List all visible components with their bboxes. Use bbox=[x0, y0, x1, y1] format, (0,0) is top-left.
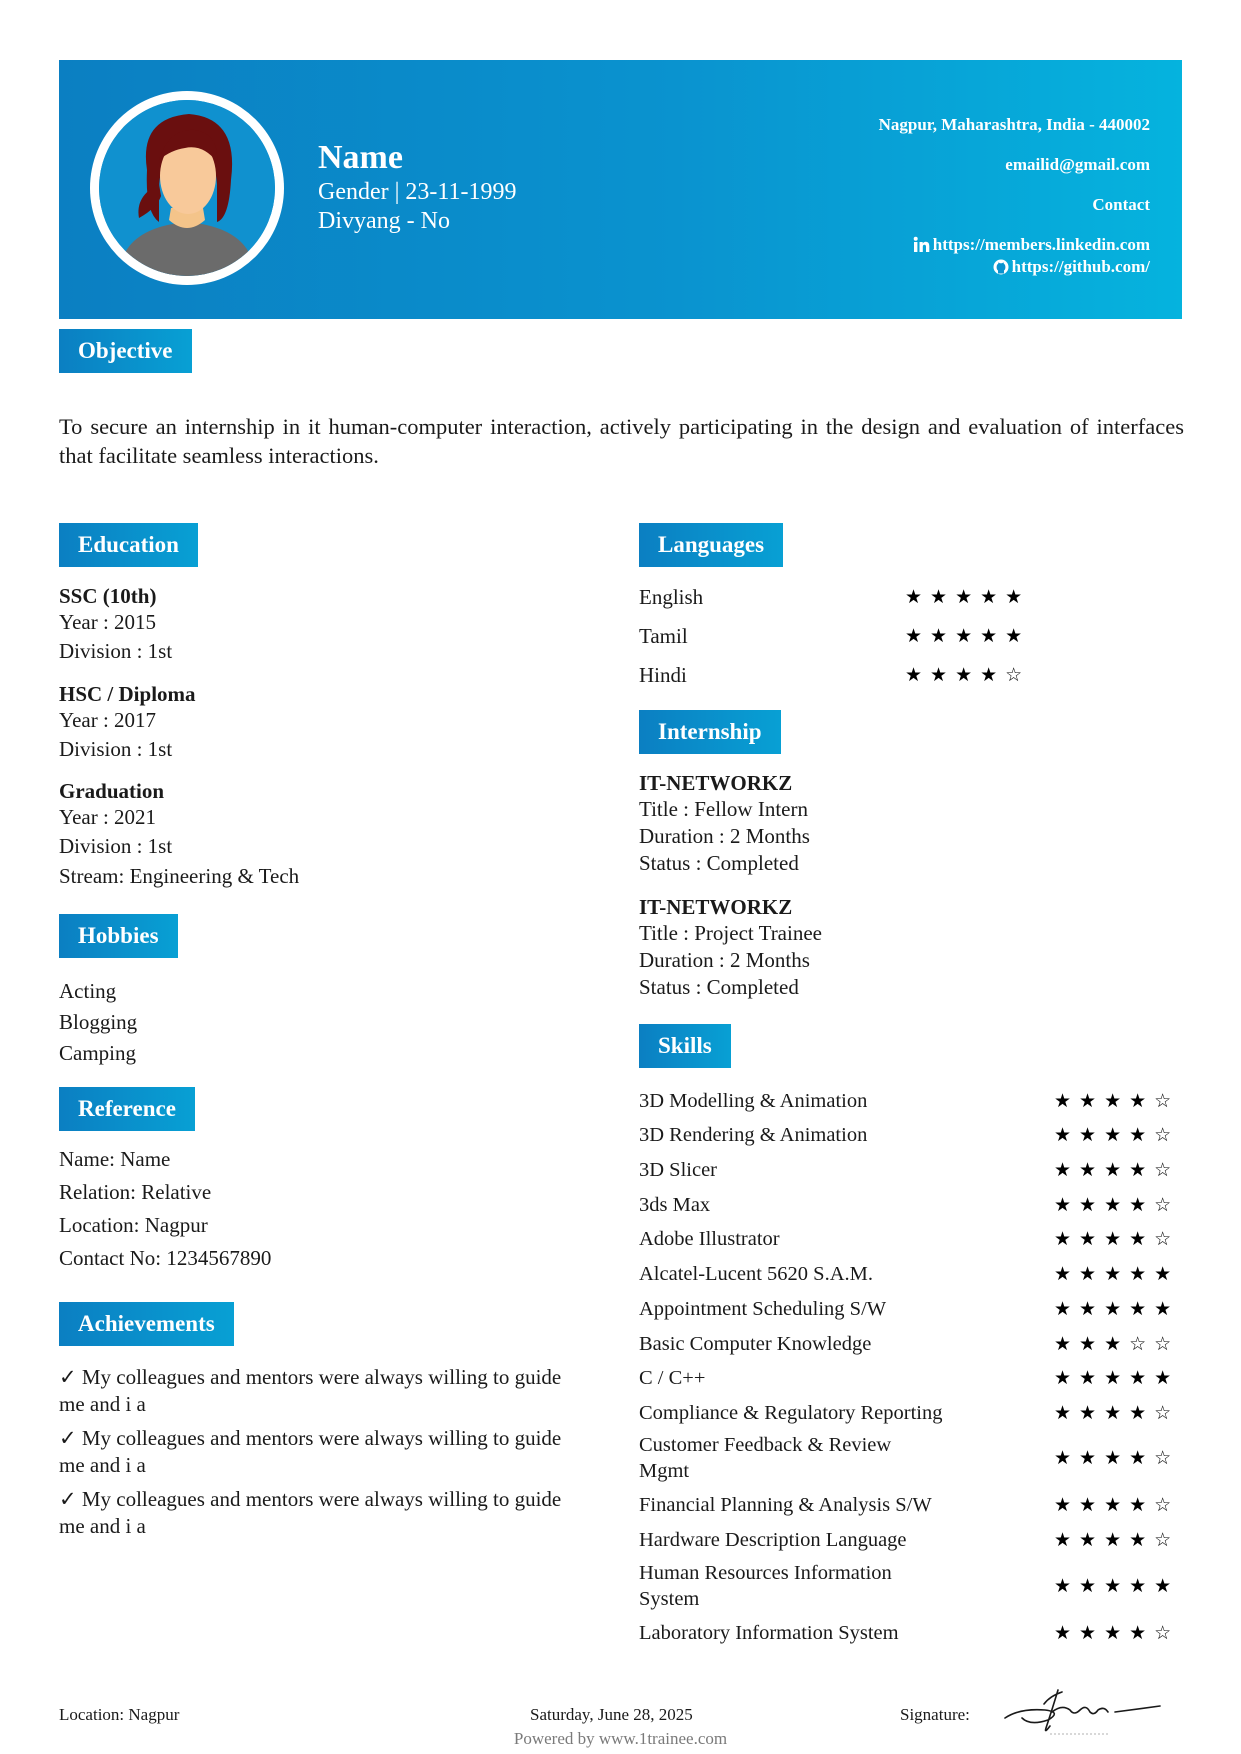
linkedin-url: https://members.linkedin.com bbox=[932, 235, 1150, 254]
skill-name: Laboratory Information System bbox=[639, 1622, 899, 1644]
skill-row bbox=[639, 1260, 1179, 1288]
linkedin-link[interactable] bbox=[879, 234, 1150, 256]
star-rating: ★★★★★ bbox=[905, 625, 1031, 647]
skill-row bbox=[639, 1225, 1179, 1253]
language-row bbox=[639, 579, 1139, 615]
reference-relation: Relation: Relative bbox=[59, 1180, 212, 1204]
skill-row bbox=[639, 1431, 1179, 1485]
education-degree: SSC (10th) bbox=[59, 584, 157, 608]
skill-row bbox=[639, 1330, 1179, 1358]
skill-name: Appointment Scheduling S/W bbox=[639, 1298, 887, 1320]
internship-status: Status : Completed bbox=[639, 851, 799, 875]
reference-contact: Contact No: 1234567890 bbox=[59, 1246, 272, 1270]
powered-by: Powered by www.1trainee.com bbox=[513, 1729, 728, 1748]
profile-photo bbox=[90, 91, 284, 285]
star-rating: ★★★★☆ bbox=[1054, 1402, 1180, 1424]
skill-name: 3D Rendering & Animation bbox=[639, 1124, 868, 1146]
star-rating: ★★★★☆ bbox=[1054, 1494, 1180, 1516]
education-division: Division : 1st bbox=[59, 639, 173, 663]
skill-name: 3D Slicer bbox=[639, 1159, 717, 1181]
education-stream: Stream: Engineering & Tech bbox=[59, 864, 300, 888]
skill-name: 3D Modelling & Animation bbox=[639, 1090, 868, 1112]
github-link[interactable] bbox=[879, 256, 1150, 278]
achievement-item: ✓ My colleagues and mentors were always willing to guide me and i a bbox=[59, 1487, 562, 1538]
language-name: Hindi bbox=[639, 662, 687, 687]
internship-company: IT-NETWORKZ bbox=[639, 895, 793, 919]
skill-name: Customer Feedback & Review Mgmt bbox=[639, 1434, 892, 1482]
skill-name: Compliance & Regulatory Reporting bbox=[639, 1402, 943, 1424]
divyang-status: Divyang - No bbox=[318, 208, 450, 234]
star-rating: ★★★★★ bbox=[1054, 1298, 1180, 1320]
list-item: Camping bbox=[59, 1041, 136, 1065]
internship-duration: Duration : 2 Months bbox=[639, 948, 810, 972]
contact-number: Contact bbox=[1092, 195, 1150, 214]
linkedin-icon bbox=[913, 236, 930, 253]
objective-title: Objective bbox=[59, 329, 192, 373]
internship-role: Title : Fellow Intern bbox=[639, 797, 808, 821]
star-rating: ★★★★★ bbox=[905, 586, 1031, 608]
internship-company: IT-NETWORKZ bbox=[639, 771, 793, 795]
internship-duration: Duration : 2 Months bbox=[639, 824, 810, 848]
list-item: Acting bbox=[59, 979, 117, 1003]
education-item bbox=[59, 583, 172, 668]
header-identity bbox=[318, 138, 517, 236]
skill-row bbox=[639, 1121, 1179, 1149]
star-rating: ★★★★☆ bbox=[1054, 1529, 1180, 1551]
language-row bbox=[639, 657, 1139, 693]
skill-name: C / C++ bbox=[639, 1367, 706, 1389]
skill-row bbox=[639, 1526, 1179, 1554]
skill-name: Basic Computer Knowledge bbox=[639, 1333, 872, 1355]
resume-header bbox=[59, 60, 1182, 319]
language-row bbox=[639, 618, 1139, 654]
reference-name: Name: Name bbox=[59, 1147, 171, 1171]
internship-title: Internship bbox=[639, 710, 781, 754]
skill-row bbox=[639, 1559, 1179, 1613]
star-rating: ★★★★☆ bbox=[1054, 1447, 1180, 1469]
language-name: English bbox=[639, 584, 704, 609]
education-division: Division : 1st bbox=[59, 737, 173, 761]
internship-role: Title : Project Trainee bbox=[639, 921, 822, 945]
achievement-item: ✓ My colleagues and mentors were always willing to guide me and i a bbox=[59, 1365, 562, 1416]
list-item: Blogging bbox=[59, 1010, 138, 1034]
skill-name: Human Resources Information System bbox=[639, 1562, 892, 1610]
signature-label: Signature: bbox=[900, 1705, 970, 1724]
star-rating: ★★★★☆ bbox=[1054, 1194, 1180, 1216]
education-division: Division : 1st bbox=[59, 834, 173, 858]
skill-row bbox=[639, 1364, 1179, 1392]
education-year: Year : 2017 bbox=[59, 708, 157, 732]
star-rating: ★★★★☆ bbox=[1054, 1622, 1180, 1644]
skill-name: Adobe Illustrator bbox=[639, 1228, 780, 1250]
skill-row bbox=[639, 1191, 1179, 1219]
achievement-item: ✓ My colleagues and mentors were always willing to guide me and i a bbox=[59, 1426, 562, 1477]
hobbies-title: Hobbies bbox=[59, 914, 178, 958]
address: Nagpur, Maharashtra, India - 440002 bbox=[878, 115, 1150, 134]
star-rating: ★★★★★ bbox=[1054, 1263, 1180, 1285]
email-link[interactable]: emailid@gmail.com bbox=[1005, 155, 1150, 174]
star-rating: ★★★★☆ bbox=[1054, 1090, 1180, 1112]
footer-location: Location: Nagpur bbox=[59, 1705, 180, 1724]
objective-text: To secure an internship in it human-computer interaction, actively participating in the design and evaluation of interfaces that facilitate seamless interactions. bbox=[59, 414, 1184, 468]
star-rating: ★★★★★ bbox=[1054, 1367, 1180, 1389]
internship-status: Status : Completed bbox=[639, 975, 799, 999]
skill-row bbox=[639, 1619, 1179, 1647]
skills-title: Skills bbox=[639, 1024, 731, 1068]
skill-row bbox=[639, 1491, 1179, 1519]
star-rating: ★★★☆☆ bbox=[1054, 1333, 1180, 1355]
education-year: Year : 2021 bbox=[59, 805, 157, 829]
star-rating: ★★★★☆ bbox=[1054, 1228, 1180, 1250]
skill-row bbox=[639, 1399, 1179, 1427]
languages-title: Languages bbox=[639, 523, 783, 567]
star-rating: ★★★★★ bbox=[1054, 1575, 1180, 1597]
skill-row bbox=[639, 1087, 1179, 1115]
header-contact bbox=[879, 114, 1150, 278]
skill-name: Financial Planning & Analysis S/W bbox=[639, 1494, 932, 1516]
education-item bbox=[59, 681, 196, 766]
education-title: Education bbox=[59, 523, 198, 567]
skill-name: Hardware Description Language bbox=[639, 1529, 907, 1551]
gender-dob: Gender | 23-11-1999 bbox=[318, 179, 517, 205]
github-url: https://github.com/ bbox=[1011, 257, 1150, 276]
reference-details bbox=[59, 1143, 271, 1275]
education-degree: HSC / Diploma bbox=[59, 682, 196, 706]
education-year: Year : 2015 bbox=[59, 610, 157, 634]
language-name: Tamil bbox=[639, 623, 688, 648]
internship-item bbox=[639, 894, 822, 1001]
star-rating: ★★★★☆ bbox=[1054, 1159, 1180, 1181]
achievements-title: Achievements bbox=[59, 1302, 234, 1346]
candidate-name: Name bbox=[318, 139, 403, 176]
star-rating: ★★★★☆ bbox=[905, 664, 1031, 686]
github-icon bbox=[993, 259, 1009, 275]
reference-title: Reference bbox=[59, 1087, 195, 1131]
skill-name: 3ds Max bbox=[639, 1194, 711, 1216]
reference-location: Location: Nagpur bbox=[59, 1213, 208, 1237]
avatar-icon bbox=[99, 100, 275, 276]
hobbies-list bbox=[59, 976, 137, 1069]
internship-item bbox=[639, 770, 810, 877]
education-item bbox=[59, 778, 299, 889]
skill-row bbox=[639, 1156, 1179, 1184]
skill-row bbox=[639, 1295, 1179, 1323]
education-degree: Graduation bbox=[59, 779, 165, 803]
footer-date: Saturday, June 28, 2025 bbox=[530, 1705, 693, 1724]
star-rating: ★★★★☆ bbox=[1054, 1124, 1180, 1146]
skill-name: Alcatel-Lucent 5620 S.A.M. bbox=[639, 1263, 873, 1285]
